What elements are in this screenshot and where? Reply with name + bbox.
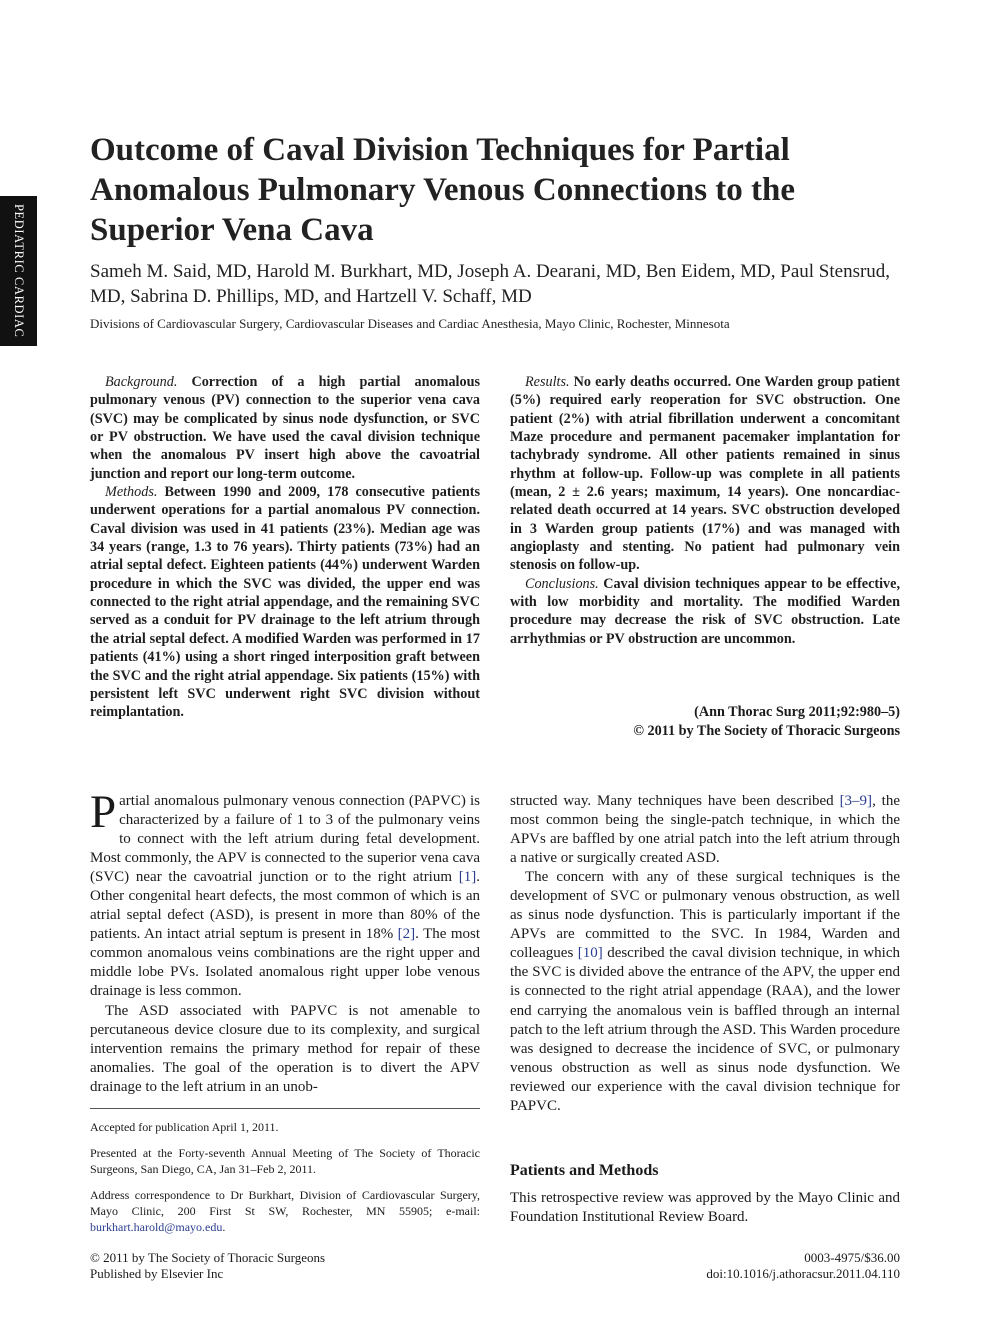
body-right-column — [510, 792, 900, 1116]
abstract-conclusions — [510, 575, 900, 648]
p1-text-c: . The most common anomalous veins combinations are the right upper and middle lobe PVs. Isolated anomalous right upper lobe venous drainage is less common. — [90, 926, 480, 1000]
abstract-methods — [90, 483, 480, 721]
footnote-accepted: Accepted for publication April 1, 2011. — [90, 1120, 279, 1134]
footnote-address — [90, 1187, 480, 1235]
background-text: Correction of a high partial anomalous pulmonary venous (PV) connection to the superior vena cava (SVC) may be complicated by sinus node dysfunction, or SVC or PV obstruction. We have used the caval division technique when the anomalous PV insert high above the cavoatrial junction and report our long-term outcome. — [90, 374, 480, 482]
body-paragraph-2: The ASD associated with PAPVC is not amenable to percutaneous device closure due to its complexity, and surgical intervention remains the primary method for repair of these anomalies. The goal of the operation is to divert the APV drainage to the left atrium in an unob- — [90, 1002, 480, 1095]
p4-text-a: The concern with any of these surgical techniques is the development of SVC or pulmonary venous obstruction, as well as sinus node dysfunction. This is particularly important if the APVs are committed to the SVC. In 1984, Warden and colleagues — [510, 869, 900, 962]
p3-text-b: , the most common being the single-patch technique, in which the APVs are baffled by one atrial patch into the left atrium through a native or surgically created ASD. — [510, 793, 901, 867]
abstract-left-column — [90, 373, 480, 722]
abstract-results — [510, 373, 900, 575]
p1-text-a: artial anomalous pulmonary venous connection (PAPVC) is characterized by a failure of 1 to 3 of the pulmonary veins to connect with the left atrium during fetal development. Most commonly, the APV is connected to the superior vena cava (SVC) near the cavoatrial junction or to the right atrium — [90, 793, 480, 886]
citation-block — [510, 703, 900, 741]
journal-citation: (Ann Thorac Surg 2011;92:980–5) — [694, 704, 900, 720]
section-side-tab — [0, 196, 37, 346]
abstract-background — [90, 373, 480, 483]
footer-publisher: Published by Elsevier Inc — [90, 1266, 224, 1281]
reference-link[interactable]: [1] — [458, 869, 477, 886]
conclusions-label: Conclusions. — [525, 575, 599, 592]
body-left-column — [90, 786, 480, 1097]
footnotes — [90, 1108, 480, 1245]
footnote-presented: Presented at the Forty-seventh Annual Meeting of The Society of Thoracic Surgeons, San Diego, CA, Jan 31–Feb 2, 2011. — [90, 1146, 480, 1176]
affiliation: Divisions of Cardiovascular Surgery, Cardiovascular Diseases and Cardiac Anesthesia, Mayo Clinic, Rochester, Minnesota — [90, 316, 730, 331]
abstract-right-column — [510, 373, 900, 648]
footer-doi[interactable]: doi:10.1016/j.athoracsur.2011.04.110 — [706, 1266, 900, 1281]
footer-right — [600, 1250, 900, 1282]
body-paragraph-3 — [510, 792, 900, 868]
section-heading: Patients and Methods — [510, 1162, 659, 1179]
footer-issn: 0003-4975/$36.00 — [804, 1250, 900, 1265]
results-text: No early deaths occurred. One Warden group patient (5%) required early reoperation for SVC obstruction. One patient (2%) with atrial fibrillation underwent a concomitant Maze procedure and permanent pacemaker implantation for tachybrady syndrome. All other patients remained in sinus rhythm at follow-up. Follow-up was complete in all patients (mean, 2 ± 2.6 years; maximum, 14 years). One noncardiac-related death occurred at 14 years. SVC obstruction developed in 3 Warden group patients (17%) and was managed with angioplasty and stenting. No patient had pulmonary vein stenosis on follow-up. — [510, 374, 901, 574]
article-title: Outcome of Caval Division Techniques for Partial Anomalous Pulmonary Venous Connections to the Superior Vena Cava — [90, 132, 796, 248]
drop-cap: P — [90, 786, 117, 838]
footer-left — [90, 1250, 325, 1282]
body-paragraph-4 — [510, 868, 900, 1116]
p3-text-a: structed way. Many techniques have been described — [510, 793, 840, 809]
reference-link[interactable]: [10] — [577, 945, 603, 962]
footer-copyright: © 2011 by The Society of Thoracic Surgeons — [90, 1250, 326, 1265]
section-paragraph: This retrospective review was approved by the Mayo Clinic and Foundation Institutional Review Board. — [510, 1190, 900, 1225]
copyright-line: © 2011 by The Society of Thoracic Surgeons — [633, 723, 900, 739]
reference-link[interactable]: [3–9] — [839, 793, 873, 809]
email-link[interactable]: burkhart.harold@mayo.edu — [90, 1220, 223, 1234]
reference-link[interactable]: [2] — [397, 926, 416, 943]
address-end: . — [222, 1220, 226, 1234]
conclusions-text: Caval division techniques appear to be effective, with low morbidity and mortality. The modified Warden procedure may decrease the risk of SVC obstruction. Late arrhythmias or PV obstruction are uncommon. — [510, 575, 900, 647]
methods-label: Methods. — [105, 484, 158, 501]
background-label: Background. — [105, 374, 178, 390]
author-list: Sameh M. Said, MD, Harold M. Burkhart, MD, Joseph A. Dearani, MD, Ben Eidem, MD, Paul Stensrud, MD, Sabrina D. Phillips, MD, and Hartzell V. Schaff, MD — [90, 261, 891, 307]
side-tab-label: PEDIATRIC CARDIAC — [12, 204, 26, 338]
p1-text-b: . Other congenital heart defects, the most common of which is an atrial septal defect (ASD), is present in more than 80% of the patients. An intact atrial septum is present in 18% — [90, 869, 480, 943]
methods-text: Between 1990 and 2009, 178 consecutive patients underwent operations for a partial anomalous PV connection. Caval division was used in 41 patients (23%). Median age was 34 years (range, 1.3 to 76 years). Thirty patients (73%) had an atrial septal defect. Eighteen patients (44%) underwent Warden procedure in which the SVC was divided, the upper end was connected to the right atrial appendage, and the remaining SVC served as a conduit for PV drainage to the left atrium through the atrial septal defect. A modified Warden was performed in 17 patients (41%) using a short ringed interposition graft between the SVC and the right atrial appendage. Six patients (15%) with persistent left SVC underwent right SVC division without reimplantation. — [90, 484, 480, 721]
body-paragraph-1 — [90, 786, 480, 1002]
results-label: Results. — [525, 374, 570, 390]
address-text: Address correspondence to Dr Burkhart, Division of Cardiovascular Surgery, Mayo Clinic, 200 First St SW, Rochester, MN 55905; e-mail: — [90, 1188, 480, 1218]
p4-text-b: described the caval division technique, in which the SVC is divided above the entrance of the APV, the upper end is connected to the right atrial appendage (RAA), and the lower end carrying the anomalous vein is baffled through an internal patch to the left atrium through the ASD. This Warden procedure was designed to decrease the incidence of SVC, or pulmonary venous obstruction as well as sinus node dysfunction. We reviewed our experience with the caval division technique for PAPVC. — [510, 945, 900, 1114]
